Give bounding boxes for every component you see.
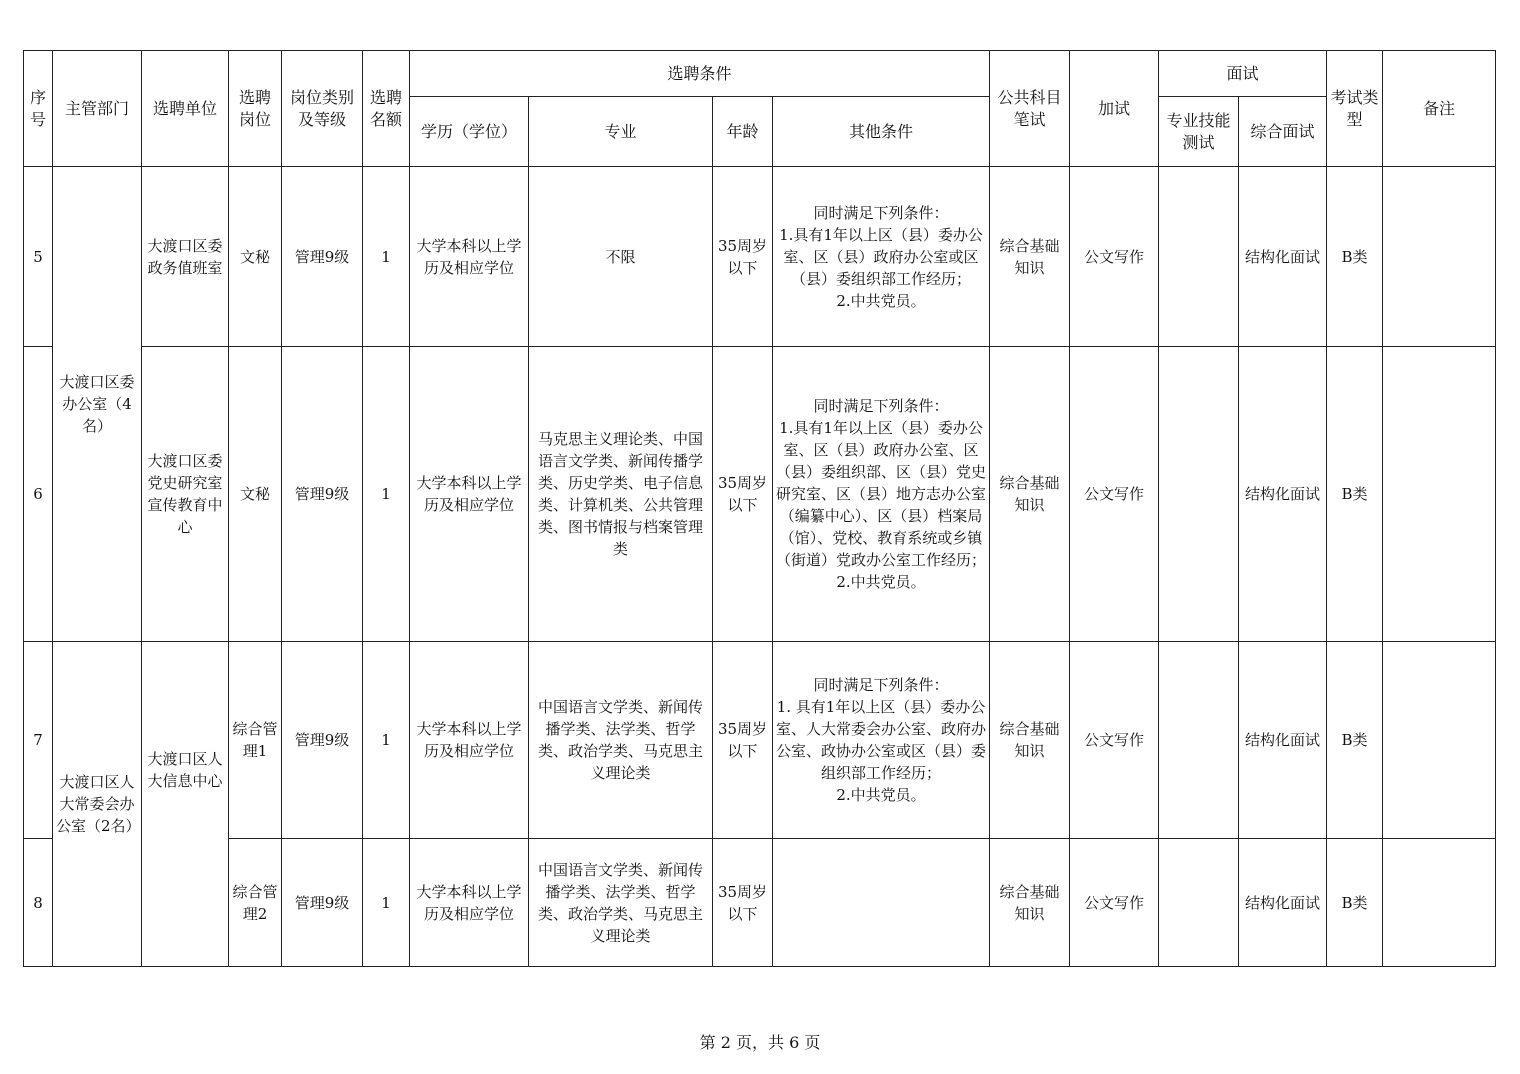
- header-category: 岗位类别及等级: [282, 51, 363, 167]
- cell-general-interview: 结构化面试: [1239, 642, 1327, 839]
- cell-category: 管理9级: [282, 347, 363, 642]
- cell-remarks: [1383, 347, 1496, 642]
- cell-remarks: [1383, 167, 1496, 347]
- cell-quota: 1: [363, 347, 410, 642]
- cell-other: 同时满足下列条件： 1. 具有1年以上区（县）委办公室、人大常委会办公室、政府办公室、政协办公室或区（县）委组织部工作经历； 2.中共党员。: [773, 642, 990, 839]
- table-row: [24, 839, 1496, 967]
- cell-major: 马克思主义理论类、中国语言文学类、新闻传播学类、历史学类、电子信息类、计算机类、公共管理类、图书情报与档案管理类: [529, 347, 713, 642]
- header-dept: 主管部门: [53, 51, 142, 167]
- cell-major: 中国语言文学类、新闻传播学类、法学类、哲学类、政治学类、马克思主义理论类: [529, 839, 713, 967]
- cell-unit: 大渡口区委政务值班室: [142, 167, 229, 347]
- header-conditions: 选聘条件: [410, 51, 990, 97]
- cell-extra-exam: 公文写作: [1070, 167, 1159, 347]
- header-row-1: [24, 51, 1496, 97]
- cell-remarks: [1383, 839, 1496, 967]
- cell-unit: 大渡口区人大信息中心: [142, 642, 229, 967]
- header-interview: 面试: [1159, 51, 1327, 97]
- cell-other: 同时满足下列条件： 1.具有1年以上区（县）委办公室、区（县）政府办公室或区（县）委组织部工作经历； 2.中共党员。: [773, 167, 990, 347]
- header-remarks: 备注: [1383, 51, 1496, 167]
- cell-major: 中国语言文学类、新闻传播学类、法学类、哲学类、政治学类、马克思主义理论类: [529, 642, 713, 839]
- cell-category: 管理9级: [282, 839, 363, 967]
- cell-seq: 8: [24, 839, 53, 967]
- table-row: [24, 642, 1496, 839]
- cell-extra-exam: 公文写作: [1070, 839, 1159, 967]
- table-row: [24, 347, 1496, 642]
- header-education: 学历（学位）: [410, 97, 529, 167]
- header-extra-exam: 加试: [1070, 51, 1159, 167]
- cell-general-interview: 结构化面试: [1239, 347, 1327, 642]
- header-exam-type: 考试类型: [1327, 51, 1383, 167]
- cell-exam-type: B类: [1327, 347, 1383, 642]
- cell-extra-exam: 公文写作: [1070, 347, 1159, 642]
- cell-extra-exam: 公文写作: [1070, 642, 1159, 839]
- cell-unit: 大渡口区委党史研究室宣传教育中心: [142, 347, 229, 642]
- cell-other: 同时满足下列条件： 1.具有1年以上区（县）委办公室、区（县）政府办公室、区（县）委组织部、区（县）党史研究室、区（县）地方志办公室（编纂中心）、区（县）档案局（馆）、党校、教育系统或乡镇（街道）党政办公室工作经历； 2.中共党员。: [773, 347, 990, 642]
- cell-age: 35周岁以下: [713, 347, 773, 642]
- cell-category: 管理9级: [282, 167, 363, 347]
- cell-dept: 大渡口区人大常委会办公室（2名）: [53, 642, 142, 967]
- header-major: 专业: [529, 97, 713, 167]
- table-row: [24, 167, 1496, 347]
- cell-post: 文秘: [229, 167, 282, 347]
- cell-public-exam: 综合基础知识: [990, 167, 1070, 347]
- cell-exam-type: B类: [1327, 839, 1383, 967]
- cell-education: 大学本科以上学历及相应学位: [410, 347, 529, 642]
- cell-seq: 5: [24, 167, 53, 347]
- header-quota: 选聘名额: [363, 51, 410, 167]
- header-public-exam: 公共科目笔试: [990, 51, 1070, 167]
- cell-general-interview: 结构化面试: [1239, 167, 1327, 347]
- cell-seq: 7: [24, 642, 53, 839]
- cell-seq: 6: [24, 347, 53, 642]
- cell-education: 大学本科以上学历及相应学位: [410, 839, 529, 967]
- cell-remarks: [1383, 642, 1496, 839]
- cell-general-interview: 结构化面试: [1239, 839, 1327, 967]
- cell-public-exam: 综合基础知识: [990, 347, 1070, 642]
- cell-skill-test: [1159, 642, 1239, 839]
- cell-post: 综合管理1: [229, 642, 282, 839]
- cell-exam-type: B类: [1327, 642, 1383, 839]
- cell-education: 大学本科以上学历及相应学位: [410, 642, 529, 839]
- cell-quota: 1: [363, 839, 410, 967]
- cell-age: 35周岁以下: [713, 642, 773, 839]
- recruitment-table: [23, 50, 1496, 967]
- cell-post: 文秘: [229, 347, 282, 642]
- header-post: 选聘岗位: [229, 51, 282, 167]
- cell-age: 35周岁以下: [713, 167, 773, 347]
- header-age: 年龄: [713, 97, 773, 167]
- cell-exam-type: B类: [1327, 167, 1383, 347]
- cell-category: 管理9级: [282, 642, 363, 839]
- cell-public-exam: 综合基础知识: [990, 839, 1070, 967]
- header-seq: 序号: [24, 51, 53, 167]
- page-footer: 第 2 页，共 6 页: [699, 1033, 821, 1052]
- header-other: 其他条件: [773, 97, 990, 167]
- cell-skill-test: [1159, 839, 1239, 967]
- cell-quota: 1: [363, 642, 410, 839]
- cell-post: 综合管理2: [229, 839, 282, 967]
- cell-major: 不限: [529, 167, 713, 347]
- cell-skill-test: [1159, 347, 1239, 642]
- header-skill-test: 专业技能测试: [1159, 97, 1239, 167]
- header-unit: 选聘单位: [142, 51, 229, 167]
- cell-skill-test: [1159, 167, 1239, 347]
- cell-quota: 1: [363, 167, 410, 347]
- header-general-interview: 综合面试: [1239, 97, 1327, 167]
- cell-age: 35周岁以下: [713, 839, 773, 967]
- cell-public-exam: 综合基础知识: [990, 642, 1070, 839]
- cell-other: [773, 839, 990, 967]
- cell-education: 大学本科以上学历及相应学位: [410, 167, 529, 347]
- cell-dept: 大渡口区委办公室（4名）: [53, 167, 142, 642]
